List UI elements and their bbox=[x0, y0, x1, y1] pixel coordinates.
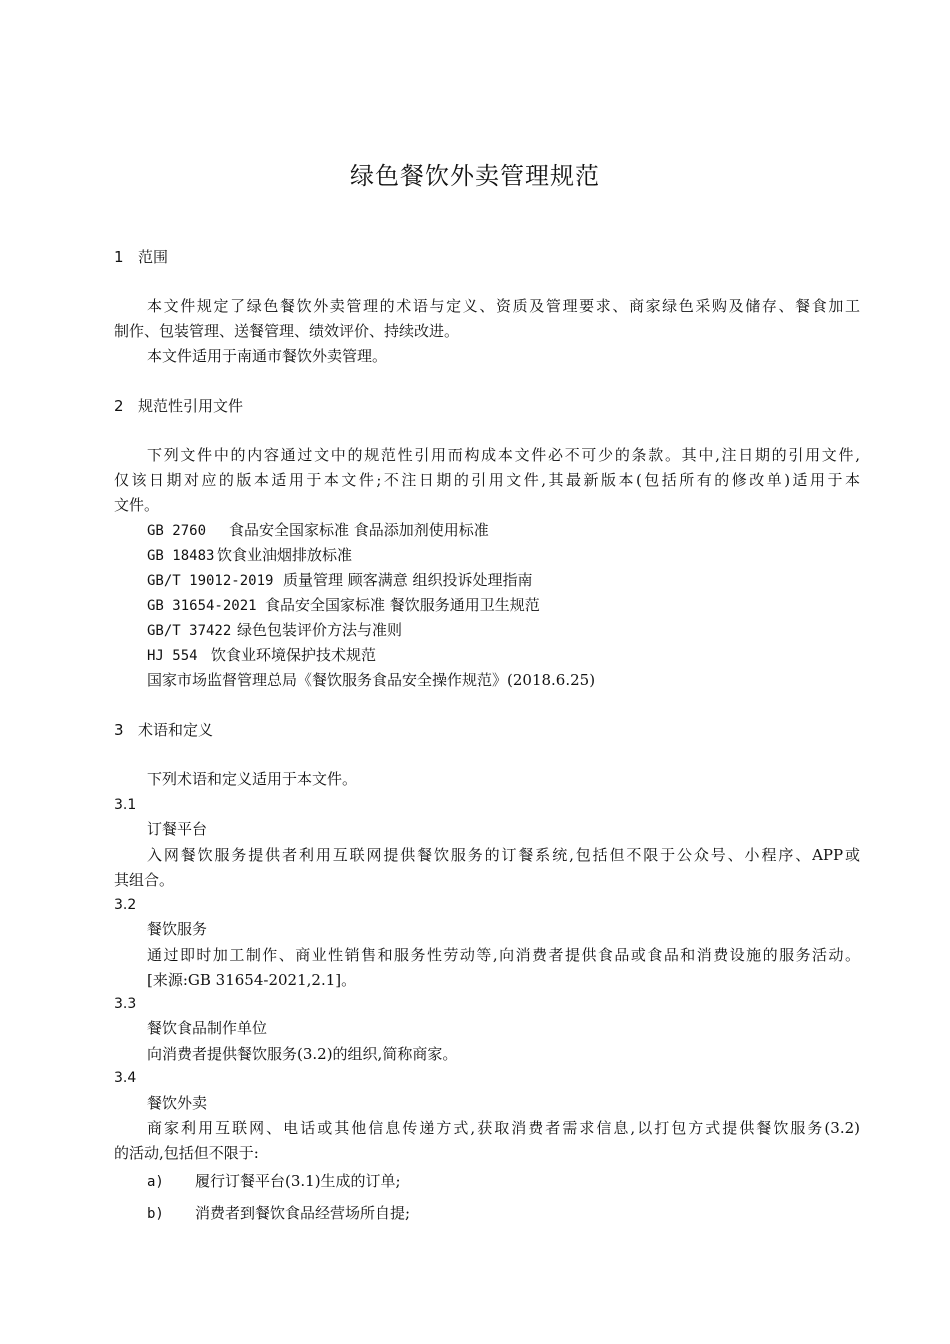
term-definition-line: [来源:GB 31654-2021,2.1]。 bbox=[147, 971, 357, 989]
reference-item bbox=[147, 570, 533, 591]
term-number: 3.3 bbox=[114, 996, 137, 1012]
section-title: 规范性引用文件 bbox=[138, 397, 244, 415]
document-title: 绿色餐饮外卖管理规范 bbox=[350, 162, 600, 190]
reference-title: 饮食业环境保护技术规范 bbox=[211, 646, 377, 664]
reference-title: 绿色包装评价方法与准则 bbox=[237, 621, 403, 639]
section-title: 术语和定义 bbox=[138, 721, 214, 739]
section-number: 1 bbox=[114, 248, 124, 266]
list-item-label: b) bbox=[147, 1206, 164, 1222]
term-name: 餐饮服务 bbox=[147, 920, 208, 938]
term-name: 餐饮外卖 bbox=[147, 1094, 208, 1112]
term-definition-line: 入网餐饮服务提供者利用互联网提供餐饮服务的订餐系统,包括但不限于公众号、小程序、APP或 bbox=[147, 846, 860, 864]
reference-item bbox=[147, 620, 402, 641]
reference-item bbox=[147, 595, 540, 616]
reference-code: GB 2760 bbox=[147, 523, 207, 539]
reference-item bbox=[147, 645, 376, 666]
term-definition-line: 向消费者提供餐饮服务(3.2)的组织,简称商家。 bbox=[147, 1045, 458, 1063]
term-name: 订餐平台 bbox=[147, 820, 208, 838]
section-title: 范围 bbox=[138, 248, 169, 266]
term-number: 3.2 bbox=[114, 897, 137, 913]
term-definition-line: 商家利用互联网、电话或其他信息传递方式,获取消费者需求信息,以打包方式提供餐饮服务(3.2) bbox=[147, 1119, 860, 1137]
term-definition-line: 其组合。 bbox=[114, 871, 175, 889]
term-definition-line: 的活动,包括但不限于: bbox=[114, 1144, 259, 1162]
reference-code: GB 18483 bbox=[147, 548, 215, 564]
reference-title: 质量管理 顾客满意 组织投诉处理指南 bbox=[283, 571, 533, 589]
reference-code: HJ 554 bbox=[147, 648, 198, 664]
reference-title: 食品安全国家标准 食品添加剂使用标准 bbox=[229, 521, 489, 539]
section-number: 3 bbox=[114, 721, 124, 739]
list-item-label: a) bbox=[147, 1174, 164, 1190]
paragraph-line: 仅该日期对应的版本适用于本文件;不注日期的引用文件,其最新版本(包括所有的修改单)适用于本 bbox=[114, 471, 860, 489]
section-number: 2 bbox=[114, 397, 124, 415]
list-item bbox=[147, 1203, 410, 1224]
list-item-text: 消费者到餐饮食品经营场所自提; bbox=[195, 1204, 411, 1222]
paragraph-line: 本文件适用于南通市餐饮外卖管理。 bbox=[147, 347, 388, 365]
reference-item bbox=[147, 545, 352, 566]
list-item bbox=[147, 1171, 401, 1192]
section-1-heading bbox=[114, 247, 168, 267]
term-number: 3.1 bbox=[114, 797, 137, 813]
paragraph-line: 下列文件中的内容通过文中的规范性引用而构成本文件必不可少的条款。其中,注日期的引用文件, bbox=[147, 446, 860, 464]
reference-code: GB/T 19012-2019 bbox=[147, 573, 274, 589]
reference-code: GB 31654-2021 bbox=[147, 598, 257, 614]
paragraph-line: 下列术语和定义适用于本文件。 bbox=[147, 770, 358, 788]
term-definition-line: 通过即时加工制作、商业性销售和服务性劳动等,向消费者提供食品或食品和消费设施的服务活动。 bbox=[147, 946, 860, 964]
paragraph-line: 本文件规定了绿色餐饮外卖管理的术语与定义、资质及管理要求、商家绿色采购及储存、餐食加工 bbox=[147, 297, 860, 315]
paragraph-line: 制作、包装管理、送餐管理、绩效评价、持续改进。 bbox=[114, 322, 460, 340]
reference-title: 饮食业油烟排放标准 bbox=[217, 546, 353, 564]
reference-item bbox=[147, 520, 489, 541]
paragraph-line: 文件。 bbox=[114, 496, 160, 514]
reference-item: 国家市场监督管理总局《餐饮服务食品安全操作规范》(2018.6.25) bbox=[147, 671, 596, 689]
reference-title: 食品安全国家标准 餐饮服务通用卫生规范 bbox=[265, 596, 540, 614]
section-2-heading bbox=[114, 396, 243, 416]
section-3-heading bbox=[114, 720, 213, 740]
reference-code: GB/T 37422 bbox=[147, 623, 232, 639]
list-item-text: 履行订餐平台(3.1)生成的订单; bbox=[195, 1172, 401, 1190]
term-name: 餐饮食品制作单位 bbox=[147, 1019, 268, 1037]
term-number: 3.4 bbox=[114, 1070, 137, 1086]
